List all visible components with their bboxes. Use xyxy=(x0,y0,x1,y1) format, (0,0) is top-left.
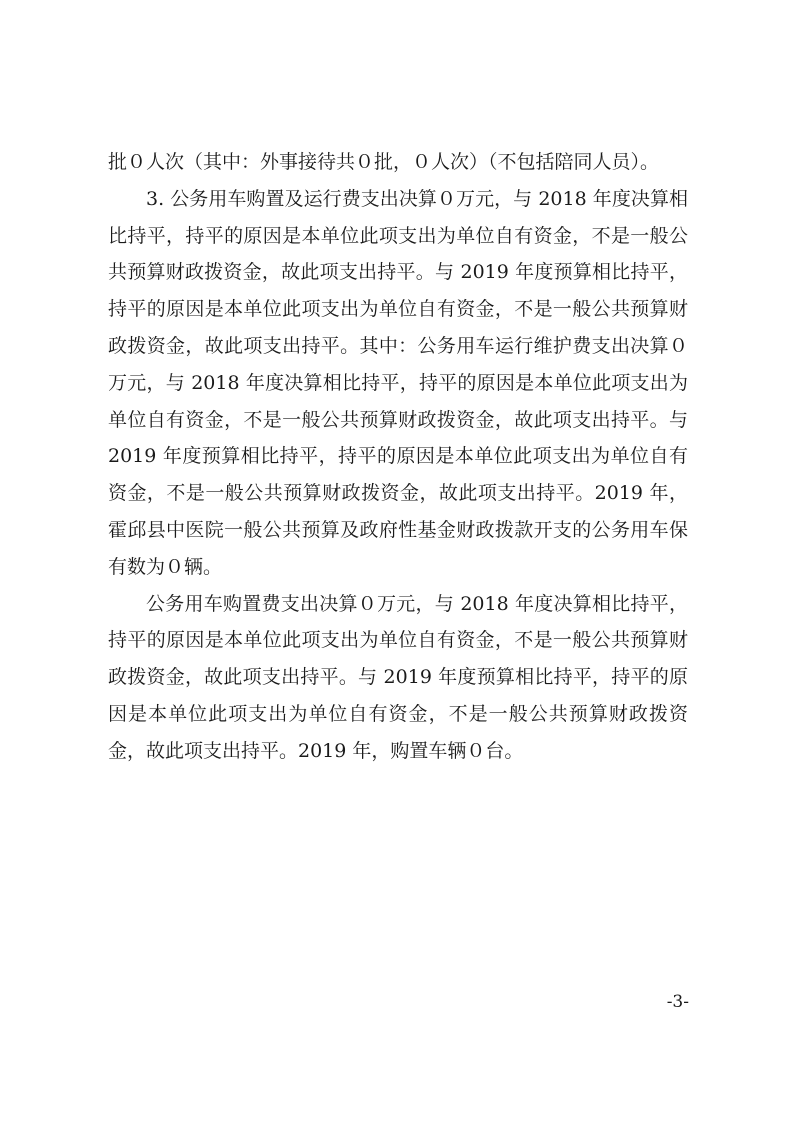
document-body xyxy=(108,144,688,770)
paragraph-1: 批０人次（其中：外事接待共０批，０人次）（不包括陪同人员）。 xyxy=(108,151,660,173)
page-number: -3- xyxy=(666,992,689,1012)
paragraph-2: 3. 公务用车购置及运行费支出决算０万元，与 2018 年度决算相比持平，持平的原因是本单位此项支出为单位自有资金，不是一般公共预算财政拨资金，故此项支出持平。与 2019 年度预算相比持平，持平的原因是本单位此项支出为单位自有资金，不是一般公共预算财政拨资金，故此项支出持平。其中：公务用车运行维护费支出决算０万元，与 2018 年度决算相比持平，持平的原因是本单位此项支出为单位自有资金，不是一般公共预算财政拨资金，故此项支出持平。与 2019 年度预算相比持平，持平的原因是本单位此项支出为单位自有资金，不是一般公共预算财政拨资金，故此项支出持平。2019 年，霍邱县中医院一般公共预算及政府性基金财政拨款开支的公务用车保有数为０辆。 xyxy=(108,187,688,578)
paragraph-3: 公务用车购置费支出决算０万元，与 2018 年度决算相比持平，持平的原因是本单位此项支出为单位自有资金，不是一般公共预算财政拨资金，故此项支出持平。与 2019 年度预算相比持平，持平的原因是本单位此项支出为单位自有资金，不是一般公共预算财政拨资金，故此项支出持平。2019 年，购置车辆０台。 xyxy=(108,592,688,762)
